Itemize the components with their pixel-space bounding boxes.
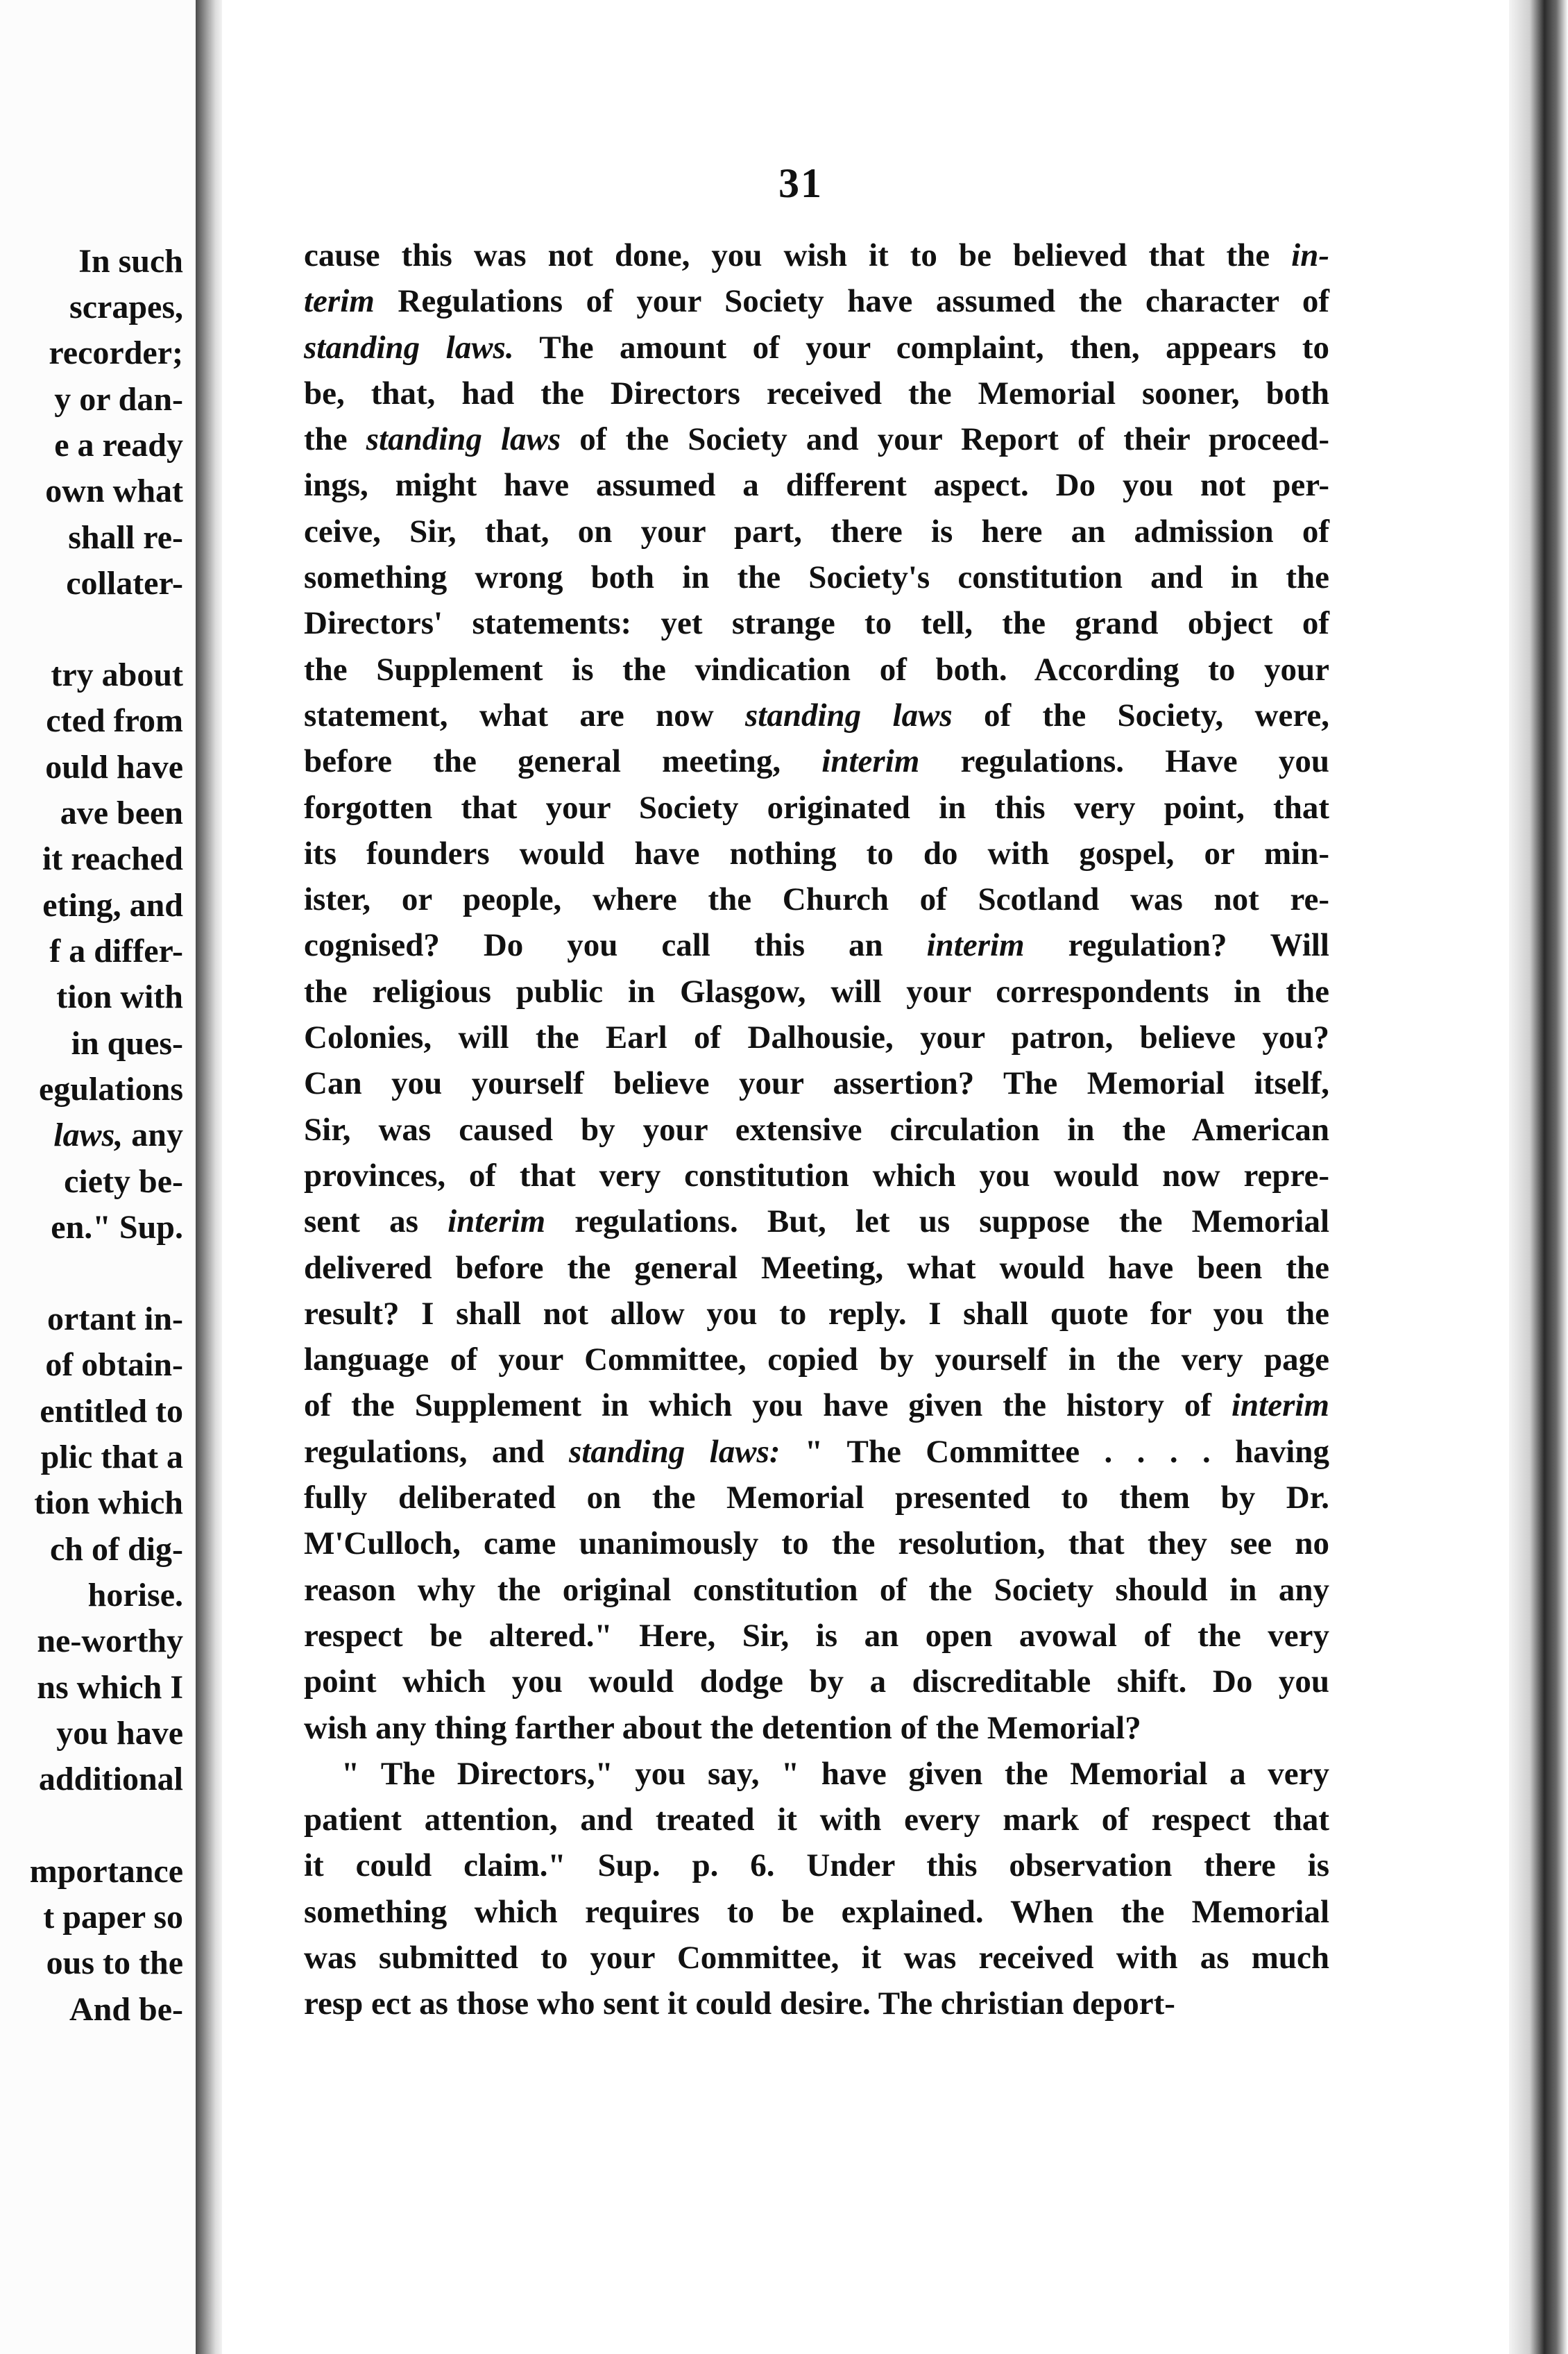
- text-line: something which requires to be explained. When the Memorial: [304, 1893, 1329, 1930]
- text-line: of the Supplement in which you have given the history of interim: [304, 1387, 1329, 1424]
- facing-page-line: try about: [51, 657, 183, 693]
- text-line: cause this was not done, you wish it to be believed that the in-: [304, 237, 1329, 273]
- facing-page-line: recorder;: [49, 335, 183, 371]
- text-line: provinces, of that very constitution which you would now repre-: [304, 1157, 1329, 1194]
- facing-page-line: scrapes,: [69, 289, 183, 325]
- text-line: standing laws. The amount of your complaint, then, appears to: [304, 329, 1329, 366]
- text-line: was submitted to your Committee, it was received with as much: [304, 1939, 1329, 1976]
- facing-page-line: y or dan-: [54, 381, 183, 418]
- facing-page-fragment: [0, 0, 196, 2354]
- text-line: Directors' statements: yet strange to tell, the grand object of: [304, 605, 1329, 642]
- text-line: respect be altered." Here, Sir, is an open avowal of the very: [304, 1617, 1329, 1654]
- facing-page-line: egulations: [38, 1071, 183, 1108]
- text-line: language of your Committee, copied by yourself in the very page: [304, 1341, 1329, 1378]
- text-line: statement, what are now standing laws of the Society, were,: [304, 697, 1329, 734]
- facing-page-line: In such: [78, 243, 183, 280]
- page-number: 31: [778, 160, 823, 206]
- facing-page-line: ciety be-: [64, 1163, 183, 1200]
- facing-page-line: mportance: [29, 1853, 183, 1890]
- text-line: ings, might have assumed a different aspect. Do you not per-: [304, 467, 1329, 504]
- text-line: Colonies, will the Earl of Dalhousie, your patron, believe you?: [304, 1019, 1329, 1056]
- text-line: sent as interim regulations. But, let us suppose the Memorial: [304, 1203, 1329, 1240]
- text-line: it could claim." Sup. p. 6. Under this observation there is: [304, 1847, 1329, 1884]
- facing-page-line: own what: [45, 473, 183, 509]
- facing-page-line: plic that a: [40, 1439, 183, 1475]
- text-line: wish any thing farther about the detention of the Memorial?: [304, 1709, 1141, 1746]
- facing-page-line: t paper so: [43, 1899, 183, 1936]
- facing-page-line: ch of dig-: [50, 1531, 183, 1568]
- text-line: fully deliberated on the Memorial presented to them by Dr.: [304, 1480, 1329, 1516]
- text-line: cognised? Do you call this an interim regulation? Will: [304, 927, 1329, 964]
- facing-page-line: And be-: [69, 1991, 183, 2028]
- facing-page-line: tion which: [34, 1484, 183, 1521]
- facing-page-line: entitled to: [40, 1393, 183, 1430]
- facing-page-line: additional: [38, 1761, 183, 1797]
- facing-page-line: collater-: [66, 565, 183, 602]
- facing-page-line: f a differ-: [49, 933, 183, 969]
- facing-page-line: laws, any: [53, 1117, 183, 1153]
- text-line: the Supplement is the vindication of both. According to your: [304, 651, 1329, 688]
- text-line: delivered before the general Meeting, what would have been the: [304, 1249, 1329, 1286]
- book-gutter: [196, 0, 222, 2354]
- facing-page-line: ave been: [60, 795, 183, 831]
- facing-page-line: it reached: [42, 840, 183, 877]
- facing-page-line: shall re-: [68, 519, 183, 556]
- text-line: resp ect as those who sent it could desire. The christian deport-: [304, 1985, 1175, 2022]
- body-text: [304, 232, 1329, 2027]
- text-line: the standing laws of the Society and your Report of their proceed-: [304, 421, 1330, 458]
- text-line: ister, or people, where the Church of Scotland was not re-: [304, 881, 1329, 918]
- text-line: something wrong both in the Society's constitution and in the: [304, 559, 1329, 596]
- text-line: patient attention, and treated it with every mark of respect that: [304, 1802, 1329, 1838]
- text-line: terim Regulations of your Society have assumed the character of: [304, 283, 1329, 320]
- text-line: regulations, and standing laws: " The Committee . . . . having: [304, 1433, 1329, 1470]
- facing-page-line: ns which I: [37, 1669, 183, 1706]
- text-line: point which you would dodge by a discreditable shift. Do you: [304, 1663, 1329, 1700]
- text-line: its founders would have nothing to do with gospel, or min-: [304, 835, 1329, 872]
- facing-page-line: e a ready: [54, 427, 183, 464]
- text-line: " The Directors," you say, " have given the Memorial a very: [341, 1755, 1329, 1792]
- facing-page-line: in ques-: [71, 1025, 183, 1062]
- text-line: forgotten that your Society originated in this very point, that: [304, 789, 1329, 826]
- text-line: result? I shall not allow you to reply. I shall quote for you the: [304, 1295, 1329, 1332]
- facing-page-line: ous to the: [46, 1945, 183, 1981]
- facing-page-line: tion with: [56, 979, 183, 1015]
- facing-page-line: ne-worthy: [37, 1623, 183, 1659]
- facing-page-line: ould have: [45, 749, 183, 786]
- page-edge: [1509, 0, 1568, 2354]
- facing-page-line: en." Sup.: [51, 1209, 183, 1246]
- facing-page-line: eting, and: [42, 887, 183, 924]
- text-line: Can you yourself believe your assertion? The Memorial itself,: [304, 1065, 1329, 1102]
- text-line: before the general meeting, interim regulations. Have you: [304, 743, 1329, 780]
- facing-page-line: cted from: [46, 702, 183, 739]
- facing-page-line: ortant in-: [47, 1301, 183, 1337]
- text-line: reason why the original constitution of the Society should in any: [304, 1571, 1329, 1608]
- text-line: ceive, Sir, that, on your part, there is here an admission of: [304, 513, 1329, 550]
- facing-page-line: you have: [56, 1715, 183, 1752]
- text-line: M'Culloch, came unanimously to the resolution, that they see no: [304, 1525, 1329, 1562]
- facing-page-line: of obtain-: [45, 1346, 183, 1383]
- text-line: be, that, had the Directors received the Memorial sooner, both: [304, 375, 1329, 412]
- text-line: the religious public in Glasgow, will your correspondents in the: [304, 973, 1329, 1010]
- facing-page-line: horise.: [87, 1577, 183, 1614]
- text-line: Sir, was caused by your extensive circulation in the American: [304, 1111, 1329, 1148]
